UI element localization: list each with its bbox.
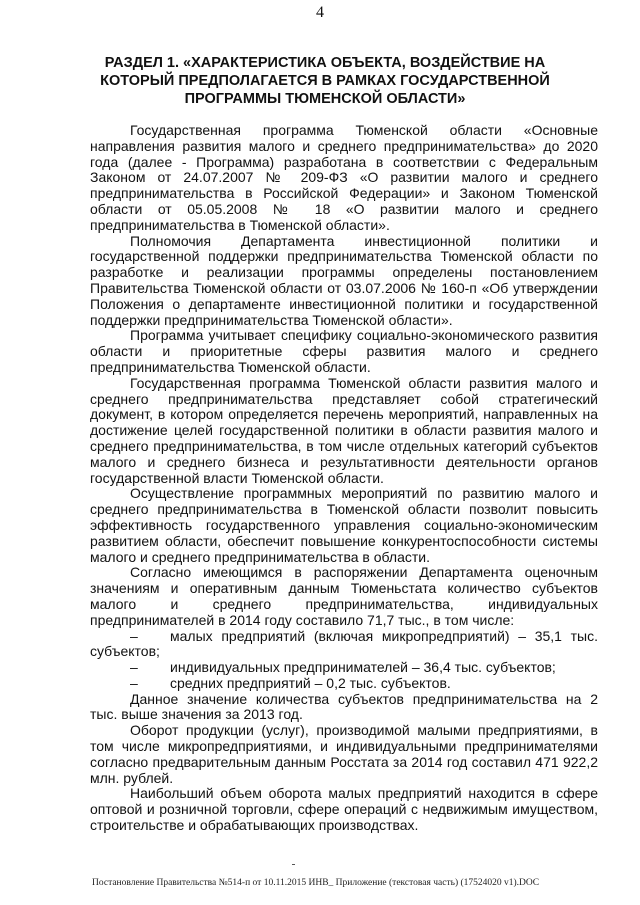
paragraph: Осуществление программных мероприятий по развитию малого и среднего предпринимательства в Тюменской области позволит повысить эффективность государственного управления социально-экономическим развитием области, обеспечит повышение конкурентоспособности системы малого и среднего предпринимательства в области. <box>90 485 598 565</box>
paragraph: Государственная программа Тюменской области развития малого и среднего предпринимательства представляет собой стратегический документ, в котором определяется перечень мероприятий, направленных на достижение целей государственной политики в области развития малого и среднего предпринимательства, в том числе отдельных категорий субъектов малого и среднего бизнеса и результативности деятельности органов государственной власти Тюменской области. <box>90 374 598 486</box>
list-item-text: индивидуальных предпринимателей – 36,4 тыс. субъектов; <box>170 659 556 676</box>
document-body <box>90 123 598 834</box>
page-number: 4 <box>316 4 324 21</box>
list-dash: – <box>130 674 138 691</box>
list-item-text: малых предприятий (включая микропредприятий) – 35,1 тыс. субъектов; <box>90 627 598 660</box>
paragraph: Полномочия Департамента инвестиционной политики и государственной поддержки предпринимательства Тюменской области по разработке и реализации программы определены постановлением Правительства Тюменской области от 03.07.2006 № 160-п «Об утверждении Положения о департаменте инвестиционной политики и государственной поддержки предпринимательства Тюменской области». <box>90 232 598 328</box>
list-item <box>90 660 598 676</box>
paragraph: Государственная программа Тюменской области «Основные направления развития малого и среднего предпринимательства» до 2020 года (далее - Программа) разработана в соответствии с Федеральным Законом от 24.07.2007 № 209-ФЗ «О развитии малого и среднего предпринимательства в Российской Федерации» и Законом Тюменской области от 05.05.2008 № 18 «О развитии малого и среднего предпринимательства в Тюменской области». <box>90 122 598 233</box>
list-dash: – <box>130 659 138 676</box>
section-heading: РАЗДЕЛ 1. «ХАРАКТЕРИСТИКА ОБЪЕКТА, ВОЗДЕЙСТВИЕ НА КОТОРЫЙ ПРЕДПОЛАГАЕТСЯ В РАМКАХ ГОСУДАРСТВЕННОЙ ПРОГРАММЫ ТЮМЕНСКОЙ ОБЛАСТИ» <box>100 55 550 107</box>
paragraph: Программа учитывает специфику социально-экономического развития области и приоритетные сферы развития малого и среднего предпринимательства Тюменской области. <box>90 327 598 375</box>
paragraph: Данное значение количества субъектов предпринимательства на 2 тыс. выше значения за 2013 год. <box>90 690 598 723</box>
paragraph: Оборот продукции (услуг), производимой малыми предприятиями, в том числе микропредприятиями, и индивидуальными предпринимателями согласно предварительным данным Росстата за 2014 год составил 471 922,2 млн. рублей. <box>90 722 598 786</box>
list-item <box>90 676 598 692</box>
subject-count-list <box>90 629 598 692</box>
scan-mark <box>292 864 295 865</box>
paragraph: Согласно имеющимся в распоряжении Департамента оценочным значениям и оперативным данным Тюменьстата количество субъектов малого и среднего предпринимательства, индивидуальных предпринимателей в 2014 году составило 71,7 тыс., в том числе: <box>90 564 598 628</box>
paragraph: Наибольший объем оборота малых предприятий находится в сфере оптовой и розничной торговли, сфере операций с недвижимым имуществом, строительстве и обрабатывающих производствах. <box>90 785 598 834</box>
list-item <box>90 629 598 661</box>
document-footer: Постановление Правительства №514-п от 10.11.2015 ИНВ_ Приложение (текстовая часть) (17524020 v1).DOC <box>92 878 540 888</box>
list-dash: – <box>130 627 138 644</box>
list-item-text: средних предприятий – 0,2 тыс. субъектов. <box>170 674 451 691</box>
